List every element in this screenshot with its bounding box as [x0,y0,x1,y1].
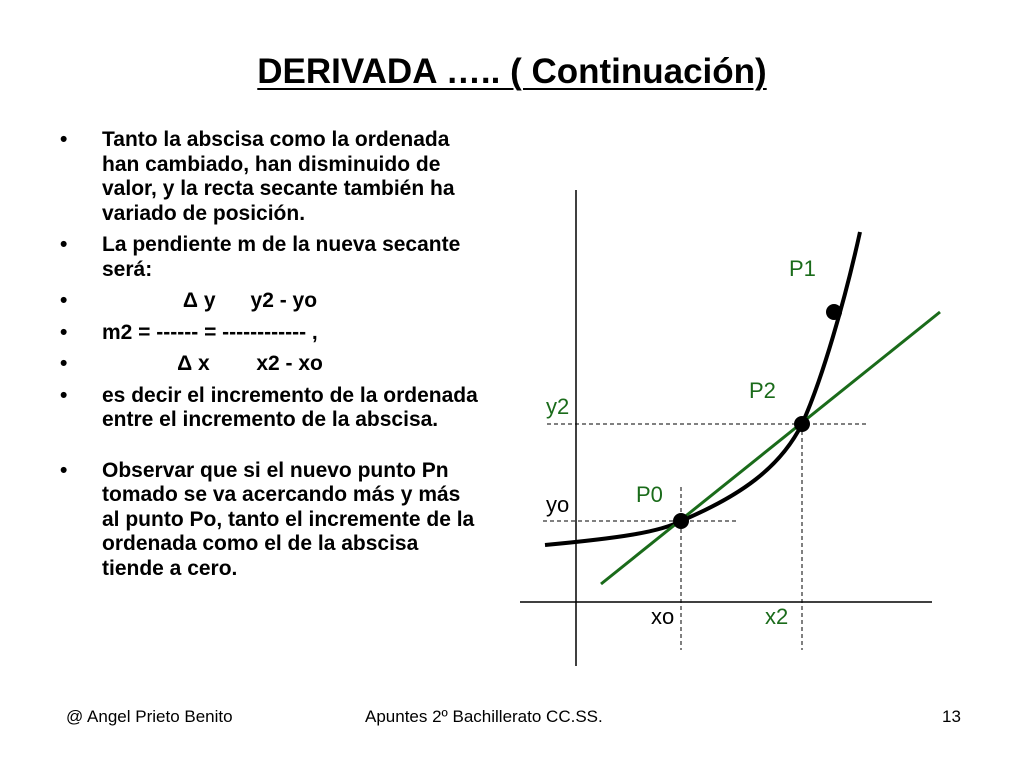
footer-author: @ Angel Prieto Benito [66,707,233,726]
formula-denominator: Δ x x2 - xo [102,352,323,375]
footer-course: Apuntes 2º Bachillerato CC.SS. [365,707,603,726]
secant-line [601,312,940,584]
formula-fraction-line: m2 = ------ = ------------ , [102,320,318,344]
bullet-text: Observar que si el nuevo punto Pn tomado se va acercando más y más al punto Po, tanto el incremente de la ordenada como el de la abscisa tiende a cero. [102,458,475,580]
label-yo: yo [546,492,570,517]
bullet-text: Tanto la abscisa como la ordenada han cambiado, han disminuido de valor, y la recta secante también ha variado de posición. [102,128,455,225]
bullet-text: La pendiente m de la nueva secante será: [102,233,461,281]
label-xo: xo [651,604,675,629]
label-x2: x2 [765,604,789,629]
point-p1 [826,304,842,320]
bullet-text: es decir el incremento de la ordenada entre el incremento de la abscisa. [102,383,478,431]
label-p1: P1 [789,256,816,281]
formula-numerator: Δ y y2 - yo [102,289,318,312]
bullet-dot: • [60,320,68,344]
label-p2: P2 [749,378,776,403]
bullet-dot: • [60,128,68,151]
label-p0: P0 [636,482,663,507]
bullet-dot: • [60,352,68,375]
point-p2 [794,416,810,432]
bullet-dot: • [60,458,68,482]
label-y2: y2 [546,394,570,419]
page-number: 13 [942,707,961,726]
bullet-dot: • [60,289,68,312]
slide-title: DERIVADA ….. ( Continuación) [257,52,767,91]
bullet-dot: • [60,233,68,256]
point-p0 [673,513,689,529]
bullet-dot: • [60,383,68,407]
